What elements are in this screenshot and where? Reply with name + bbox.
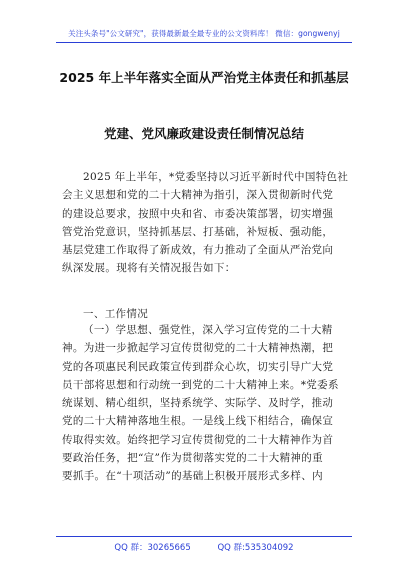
paragraph-line: 要政治任务，把“宣”作为贯彻落实党的二十大精神的重 — [62, 452, 323, 465]
paragraph-intro — [62, 168, 348, 278]
paragraph-line: 要抓手。在“十项活动”的基础上积极开展形式多样、内 — [62, 470, 323, 483]
paragraph-line: 党的各项惠民利民政策宣传到群众心坎，切实引导广大党 — [62, 360, 334, 373]
paragraph-line: 统谋划、精心组织，坚持系统学、实际学、及时学，推动 — [62, 397, 334, 410]
paragraph-line: 纵深发展。现将有关情况报告如下： — [62, 262, 236, 275]
header-promo-text: 关注头条号"公文研究"，获得最新最全最专业的公文资料库！ 微信：gongwenyj — [68, 29, 340, 38]
paragraph-line: 神。为进一步掀起学习宣传贯彻党的二十大精神热潮，把 — [62, 342, 334, 355]
paragraph-line: 2025 年上半年，*党委坚持以习近平新时代中国特色社 — [83, 171, 349, 183]
paragraph-line: 基层党建工作取得了新成效，有力推动了全面从严治党向 — [62, 244, 334, 257]
document-title-line-1: 2025 年上半年落实全面从严治党主体责任和抓基层 — [59, 70, 349, 85]
paragraph-line: 党的二十大精神落地生根。一是线上线下相结合，确保宣 — [62, 415, 334, 428]
paragraph-study — [62, 321, 348, 486]
footer-qq-group-1: QQ 群：30265665 — [114, 543, 191, 553]
paragraph-line: 会主义思想和党的二十大精神为指引，深入贯彻新时代党 — [62, 189, 334, 202]
footer-contact — [0, 541, 408, 553]
section-heading-text: 一、工作情况 — [83, 308, 149, 320]
paragraph-line: 传取得实效。始终把学习宣传贯彻党的二十大精神作为首 — [62, 433, 334, 446]
footer-qq-group-2: QQ 群:535304092 — [217, 543, 294, 553]
paragraph-line: 的建设总要求，按照中央和省、市委决策部署，切实增强 — [62, 207, 334, 220]
paragraph-line: 员干部将思想和行动统一到党的二十大精神上来。*党委系 — [62, 378, 339, 391]
footer-divider — [56, 536, 352, 537]
paragraph-line: 管党治党意识，坚持抓基层、打基础，补短板、强动能， — [62, 225, 334, 238]
header-divider — [56, 42, 352, 43]
paragraph-line: （一）学思想、强党性，深入学习宣传党的二十大精 — [83, 324, 333, 336]
document-title-line-2: 党建、党风廉政建设责任制情况总结 — [103, 126, 304, 141]
